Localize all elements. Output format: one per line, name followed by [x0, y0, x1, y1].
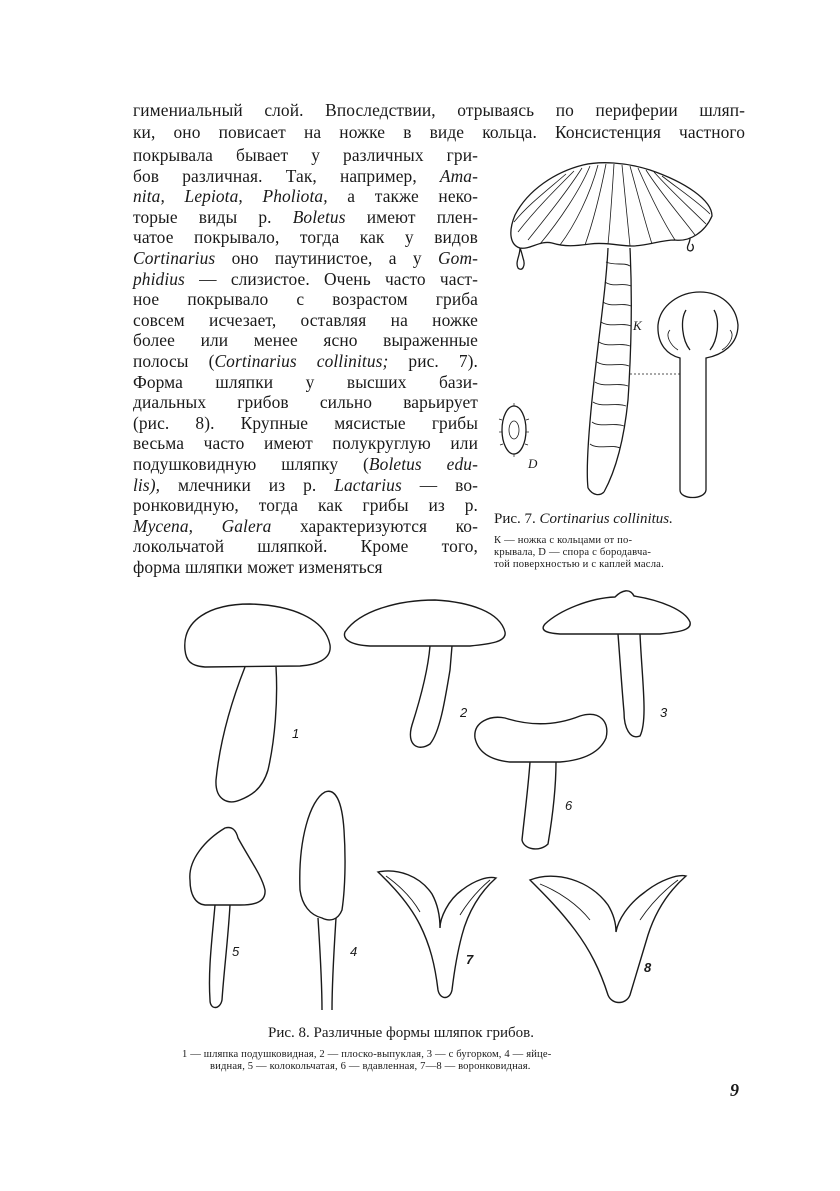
- text-run: nita, Lepiota, Pholiota,: [133, 186, 328, 207]
- text-run: рис. 7).: [388, 351, 478, 371]
- text-run: полосы (: [133, 351, 215, 371]
- text-run: локольчатой шляпкой. Кроме того,: [133, 536, 478, 557]
- text-run: Mycena, Galera: [133, 515, 272, 536]
- shape-number-7: 7: [466, 952, 474, 967]
- text-run: диальных грибов сильно варьирует: [133, 392, 478, 413]
- text-run: Lactarius: [334, 474, 402, 495]
- shape-number-1: 1: [292, 726, 300, 741]
- text-run: Cortinarius collinitus;: [214, 351, 389, 371]
- figure7-label-k: К: [633, 318, 642, 333]
- text-run: оно паутинистое, а у: [215, 248, 438, 268]
- figure7-legend-line-3: той поверхностью и с каплей масла.: [494, 559, 664, 570]
- text-run: покрывала бывает у различных гри-: [133, 145, 478, 165]
- shape-number-8: 8: [644, 960, 652, 975]
- figure8-legend-line-1: 1 — шляпка подушковидная, 2 — плоско-выпуклая, 3 — с бугорком, 4 — яйце-: [182, 1049, 552, 1060]
- text-run: — слизистое. Очень часто част-: [184, 268, 478, 289]
- text-run: Форма шляпки у высших бази-: [133, 371, 478, 392]
- shape-6-depressed: [475, 714, 607, 849]
- text-run: торые виды р.: [133, 206, 293, 227]
- text-run: имеют плен-: [345, 206, 478, 227]
- figure7-legend-line-1: К — ножка с кольцами от по-: [494, 535, 633, 546]
- shape-2-plano-convex: [344, 600, 505, 747]
- text-run: (рис. 8). Крупные мясистые грибы: [133, 412, 478, 433]
- text-run: характеризуются ко-: [271, 515, 478, 536]
- text-run: форма шляпки может изменяться: [133, 557, 383, 577]
- text-run: Boletus: [292, 206, 346, 227]
- text-run: более или менее ясно выраженные: [133, 330, 478, 351]
- text-run: чатое покрывало, тогда как у видов: [133, 227, 478, 248]
- figure7-caption-prefix: Рис. 7.: [494, 511, 540, 527]
- text-run: lis),: [133, 474, 161, 495]
- figure8-caption: Рис. 8. Различные формы шляпок грибов.: [268, 1025, 534, 1041]
- page-number: 9: [730, 1080, 739, 1100]
- shape-number-2: 2: [460, 705, 468, 720]
- text-line-full-2: ки, оно повисает на ножке в виде кольца. Консистенция частного: [133, 122, 745, 142]
- text-run: Ama-: [439, 165, 478, 186]
- shape-number-6: 6: [565, 798, 573, 813]
- shape-number-4: 4: [350, 944, 358, 959]
- figure7-caption-species: Cortinarius collinitus.: [539, 511, 673, 527]
- shape-5-campanulate: [190, 827, 265, 1007]
- text-run: ное покрывало с возрастом гриба: [133, 289, 478, 310]
- figure8-legend-line-2: видная, 5 — колокольчатая, 6 — вдавленная, 7—8 — воронковидная.: [210, 1061, 531, 1072]
- shape-4-ovoid: [300, 791, 345, 1010]
- text-run: Cortinarius: [133, 248, 216, 268]
- shape-7-infundibuliform: [378, 871, 496, 998]
- text-run: Boletus edu-: [368, 454, 478, 474]
- shape-number-5: 5: [232, 944, 240, 959]
- text-run: а также неко-: [327, 186, 478, 207]
- text-run: весьма часто имеют полукруглую или: [133, 433, 478, 454]
- text-run: Gom-: [437, 248, 478, 268]
- text-run: подушковидную шляпку (: [133, 454, 369, 474]
- shape-3-umbo: [543, 591, 690, 737]
- shape-8-infundibuliform: [530, 876, 686, 1003]
- text-run: ронковидную, тогда как грибы из р.: [133, 495, 478, 516]
- text-run: бов различная. Так, например,: [133, 165, 440, 186]
- shape-1-cushion: [185, 604, 330, 802]
- figure7-label-d: D: [528, 456, 538, 471]
- text-run: phidius: [133, 268, 185, 289]
- text-run: млечники из р.: [160, 474, 335, 495]
- shape-number-3: 3: [660, 705, 668, 720]
- text-run: совсем исчезает, оставляя на ножке: [133, 309, 478, 330]
- figure7-legend-line-2: крывала, D — спора с бородавча-: [494, 547, 652, 558]
- text-line-full-1: гимениальный слой. Впоследствии, отрываясь по периферии шляп-: [133, 100, 745, 120]
- text-run: — во-: [401, 474, 479, 495]
